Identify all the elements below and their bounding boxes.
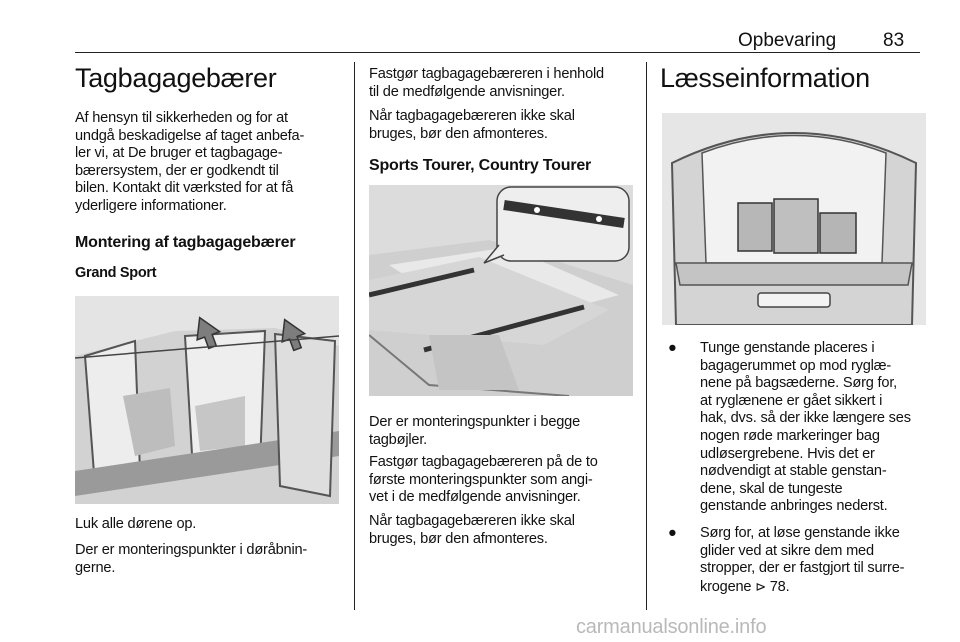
column-divider-left [354,62,355,610]
column-divider-right [646,62,647,610]
fasten-first-points-text: Fastgør tagbagagebæreren på de to første monteringspunkter som angi- vet i de medfølgende anvisninger. [369,454,598,506]
watermark: carmanualsonline.info [576,616,767,638]
open-doors-step: Luk alle dørene op. [75,516,197,532]
sports-tourer-heading: Sports Tourer, Country Tourer [369,157,592,174]
roof-carrier-heading: Tagbagagebærer [75,63,277,93]
grand-sport-door-illustration [75,296,339,504]
page-reference-icon: ⊳ [755,578,766,594]
cargo-area-illustration [662,113,926,325]
header-rule [75,52,920,53]
remove-when-unused-text-2: Når tagbagagebæreren ikke skal bruges, bør den afmonteres. [369,513,575,547]
header-section-title: Opbevaring [738,30,837,51]
roof-bar-mounting-points-text: Der er monteringspunkter i begge tagbøjler. [369,414,581,448]
grand-sport-heading: Grand Sport [75,265,157,281]
fasten-instructions-text: Fastgør tagbagagebæreren i henhold til de medfølgende anvisninger. [369,66,604,100]
mounting-subheading: Montering af tagbagagebærer [75,234,296,251]
roof-rail-illustration [369,185,633,396]
door-mounting-points-text: Der er monteringspunkter i døråbnin- gerne. [75,542,308,576]
loading-info-heading: Læsseinformation [660,63,870,93]
roof-carrier-intro: Af hensyn til sikkerheden og for at undgå beskadigelse af taget anbefa- ler vi, at De bruger et tagbagage- bærersystem, der er godkendt til bilen. Kontakt dit værksted for at få yderligere informationer. [75,110,305,214]
page-number: 83 [883,30,905,51]
remove-when-unused-text: Når tagbagagebæreren ikke skal bruges, bør den afmonteres. [369,108,575,142]
page-reference-link[interactable]: 78. [769,578,790,595]
